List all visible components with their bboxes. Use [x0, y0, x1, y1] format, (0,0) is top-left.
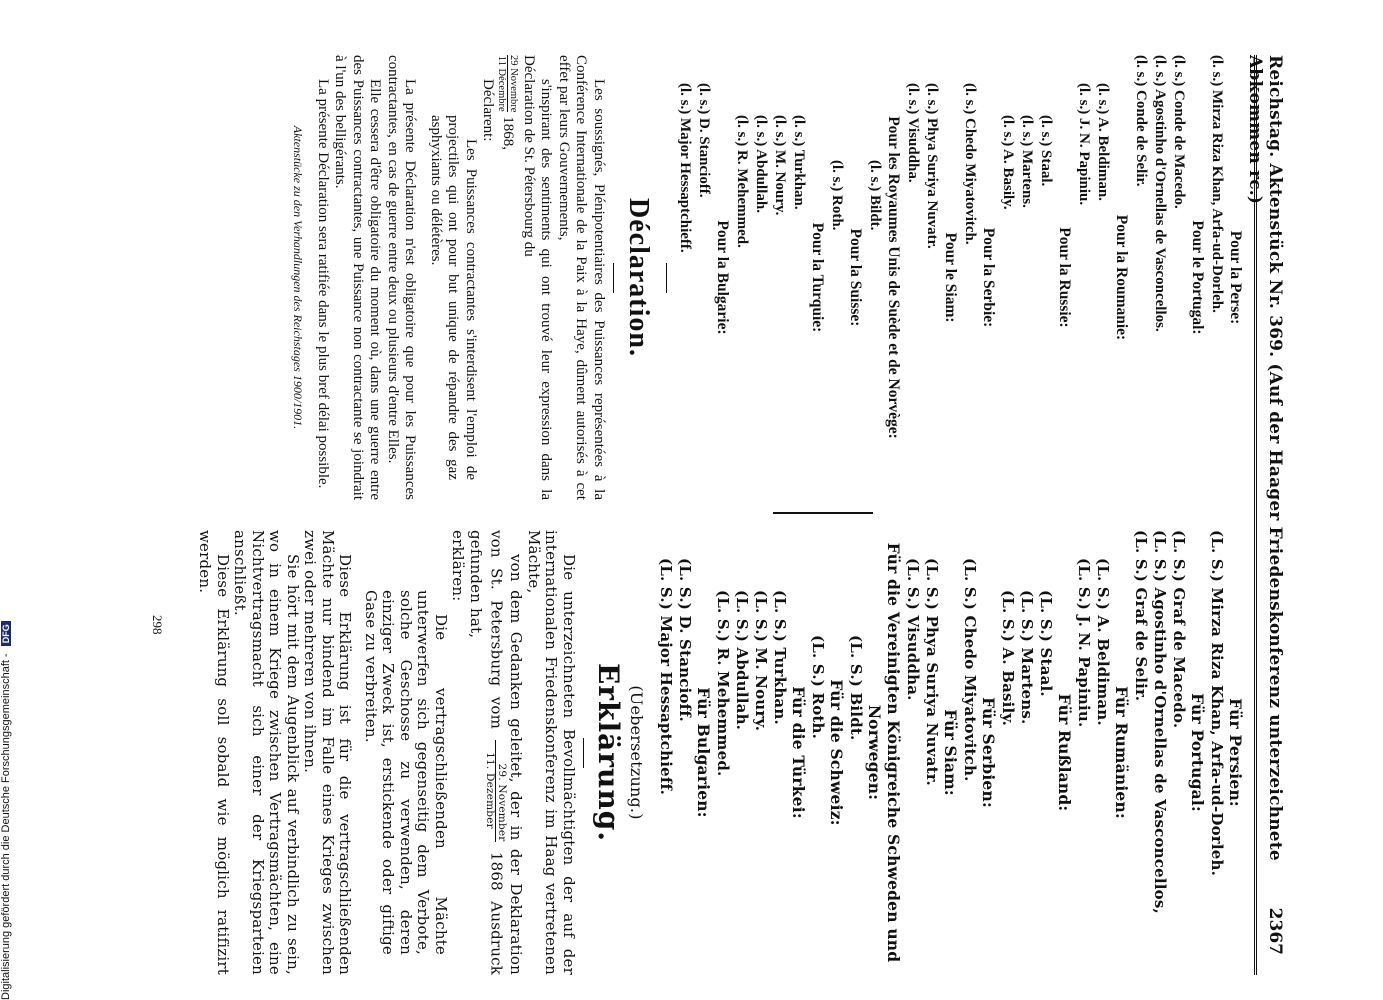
header-rule — [1254, 55, 1257, 975]
german-para-6: Diese Erklärung soll sobald wie möglich ratifizirt werden. — [196, 530, 232, 975]
country-heading: Pour la Russie: — [1056, 227, 1073, 328]
signatory-line: (l. s.) Visuddha. — [905, 83, 921, 183]
french-para-3: Les Puissances contractantes s'interdisent l'emploi de projectiles qui ont pour but unique de répandre des gaz asphyxiants ou délétères. — [428, 115, 479, 480]
german-para-3-block — [362, 530, 450, 975]
country-heading: Für Serbien: — [979, 697, 998, 808]
country-heading: Für Siam: — [941, 709, 960, 796]
divider — [583, 738, 584, 768]
bottom-page-number: 298 — [150, 615, 165, 635]
country-heading: Pour la Bulgarie: — [714, 220, 731, 335]
country-heading: Pour la Roumanie: — [1113, 214, 1130, 341]
country-heading: Für Bulgarien: — [694, 687, 713, 818]
country-heading: Pour le Siam: — [942, 232, 959, 323]
country-heading: Für Rußland: — [1055, 693, 1074, 812]
signatory-line: (l. s.) M. Noury. — [772, 115, 788, 216]
german-erklaeren: erklären: — [449, 530, 468, 602]
country-heading: Für die Schweiz: — [827, 679, 846, 826]
signatory-line: (l. s.) Abdullah. — [753, 115, 769, 213]
french-signatures — [675, 55, 1245, 500]
french-para-3-block — [427, 55, 480, 500]
german-column — [196, 530, 1245, 975]
signatory-line: (L. S.) Roth. — [809, 635, 827, 740]
german-signatures — [656, 530, 1245, 975]
german-para-3: Die vertragschließenden Mächte unterwerfen sich gegenseitig dem Verbote, solche Geschosse zu verwenden, deren einziger Zweck ist, erstickende oder giftige Gase zu verbreiten. — [362, 590, 450, 955]
french-declarent: Déclarent: — [480, 79, 497, 142]
signatory-line: (l. s.) R. Mehemmed. — [734, 115, 750, 248]
german-para-5: Sie hört mit dem Augenblick auf verbindlich zu sein, wo in einem Kriege zwischen Vertragsmächten, eine Nichtvertragsmacht sich einer der Kriegsparteien anschließt. — [231, 530, 302, 975]
country-heading: Pour la Suisse: — [847, 228, 864, 327]
french-para-4: La présente Déclaration n'est obligatoire que pour les Puissances contractantes, en cas de guerre entre deux ou plusieurs d'entre Elles. — [385, 55, 419, 500]
signatory-line: (L. S.) Martens. — [1018, 590, 1036, 725]
french-para-2: s'inspirant des sentiments qui ont trouvé leur expression dans la Déclaration de St. Pétersbourg du — [521, 55, 555, 500]
signatory-line: (l. s.) Phya Suriya Nuvatr. — [924, 83, 940, 249]
divider — [613, 263, 614, 293]
signatory-line: (L. S.) Graf de Selir. — [1132, 530, 1150, 702]
signatory-line: (L. S.) A. Basily. — [999, 590, 1017, 727]
signatory-line: (l. s.) Turkhan. — [791, 115, 807, 210]
divider — [666, 263, 667, 293]
credit-text: Digitalisierung gefördert durch die Deutsche Forschungsgemeinschaft - — [0, 653, 12, 1000]
german-subtitle: (Uebersetzung.) — [627, 685, 646, 820]
signatory-line: (l. s.) D. Stancioff. — [696, 83, 712, 198]
signatory-line: (L. S.) J. N. Papiniu. — [1075, 558, 1093, 728]
dfg-logo-icon: DFG — [1, 621, 11, 646]
signatory-line: (l. s.) Major Hessaptchieff. — [677, 83, 693, 253]
signatory-line: (L. S.) Staal. — [1037, 590, 1055, 697]
signatory-line: (L. S.) Mirza Riza Khan, Arfa-ud-Dorleh. — [1208, 530, 1226, 877]
country-heading: Für die Türkei: — [789, 686, 808, 819]
signatory-line: (l. s.) J. N. Papiniu. — [1076, 83, 1092, 206]
french-column — [291, 55, 1246, 500]
country-heading: Für Portugal: — [1188, 693, 1207, 812]
signatory-line: (L. S.) Abdullah. — [733, 590, 751, 731]
french-para-6: La présente Déclaration sera ratifiée dans le plus bref délai possible. — [315, 79, 331, 489]
signatory-line: (L. S.) Phya Suriya Nuvatr. — [923, 558, 941, 786]
signatory-line: (l. s.) A. Basily. — [1000, 115, 1016, 210]
signatory-line: (L. S.) Agostinho d'Ornellas de Vasconcellos, — [1151, 530, 1169, 914]
signatory-line: (L. S.) Visuddha. — [904, 558, 922, 701]
footer-note: Aktenstücke zu den Verhandlungen des Reichstages 1900/1901. — [291, 125, 306, 430]
header-title: Reichstag. Aktenstück Nr. 369. (Auf der Haager Friedenskonferenz unterzeichnete Abkommen rc.) — [1245, 55, 1285, 861]
signatory-line: (l. s.) Bildt. — [867, 160, 883, 231]
header-page-number: 2367 — [1265, 907, 1285, 955]
digitization-credit — [0, 0, 14, 1000]
country-heading: Pour la Serbie: — [980, 227, 997, 328]
signatory-line: (l. s.) Chedo Miyatovitch. — [962, 83, 978, 245]
country-heading: Pour la Turquie: — [809, 222, 826, 333]
country-heading: Für Rumänien: — [1112, 686, 1131, 819]
signatory-line: (L. S.) Chedo Miyatovitch. — [961, 558, 979, 782]
signatory-line: (l. s.) Agostinho d'Ornellas de Vasconcellos. — [1152, 55, 1168, 332]
signatory-line: (L. S.) M. Noury. — [752, 590, 770, 732]
column-divider — [773, 512, 873, 514]
country-heading: Pour les Royaumes Unis de Suède et de Norvège: — [885, 116, 902, 439]
signatory-line: (l. s.) Conde de Selir. — [1133, 55, 1149, 187]
signatory-line: (L. S.) D. Stancioff. — [676, 558, 694, 722]
signatory-line: (L. S.) A. Beldiman. — [1094, 558, 1112, 726]
signatory-line: (l. s.) Roth. — [829, 160, 845, 231]
country-heading: Pour la Perse: — [1227, 230, 1244, 325]
signatory-line: (L. S.) Graf de Macedo. — [1170, 530, 1188, 729]
signatory-line: (L. S.) Major Hessaptchieff. — [657, 558, 675, 796]
signatory-line: (l. s.) Mirza Riza Khan, Arfa-ud-Dorleh. — [1209, 55, 1225, 313]
german-para-2: von dem Gedanken geleitet, der in der Deklaration von St. Petersburg vom 29. November 11. Dezember 1868 Ausdruck gefunden hat, — [467, 530, 526, 976]
signatory-line: (L. S.) Bildt. — [847, 635, 865, 741]
country-heading: Für die Vereinigten Königreiche Schweden und Norwegen: — [865, 542, 903, 963]
french-date: 29 Novembre 11 Décembre 1868, — [496, 55, 520, 150]
signatory-line: (l. s.) A. Beldiman. — [1095, 83, 1111, 201]
signatory-line: (l. s.) Staal. — [1038, 115, 1054, 187]
signatory-line: (L. S.) Turkhan. — [771, 590, 789, 725]
country-heading: Pour le Portugal: — [1189, 220, 1206, 335]
signatory-line: (L. S.) R. Mehemmed. — [714, 590, 732, 777]
signatory-line: (l. s.) Martens. — [1019, 115, 1035, 208]
country-heading: Für Persien: — [1226, 698, 1245, 807]
german-para-1: Die unterzeichneten Bevollmächtigten der auf der internationalen Friedenskonferenz im Haag vertretenen Mächte, — [525, 530, 578, 975]
french-title: Déclaration. — [623, 198, 654, 357]
signatory-line: (l. s.) Conde de Macedo. — [1171, 55, 1187, 209]
french-para-1: Les soussignés, Plénipotentiaires des Puissances représentées à la Conférence Internationale de la Paix à la Haye, dûment autorisés à cet effet par leurs Gouvernements, — [556, 55, 607, 500]
german-para-4: Diese Erklärung ist für die vertragschließenden Mächte nur bindend im Falle eines Krieges zwischen zwei oder mehreren von ihnen. — [301, 530, 355, 975]
french-para-5: Elle cessera d'être obligatoire du moment où, dans une guerre entre des Puissances contractantes, une Puissance non contractante se joindrait à l'un des belligérants. — [332, 55, 384, 500]
rotated-page — [95, 55, 1285, 975]
page-header — [1245, 55, 1285, 955]
german-title: Erklärung. — [592, 662, 625, 843]
